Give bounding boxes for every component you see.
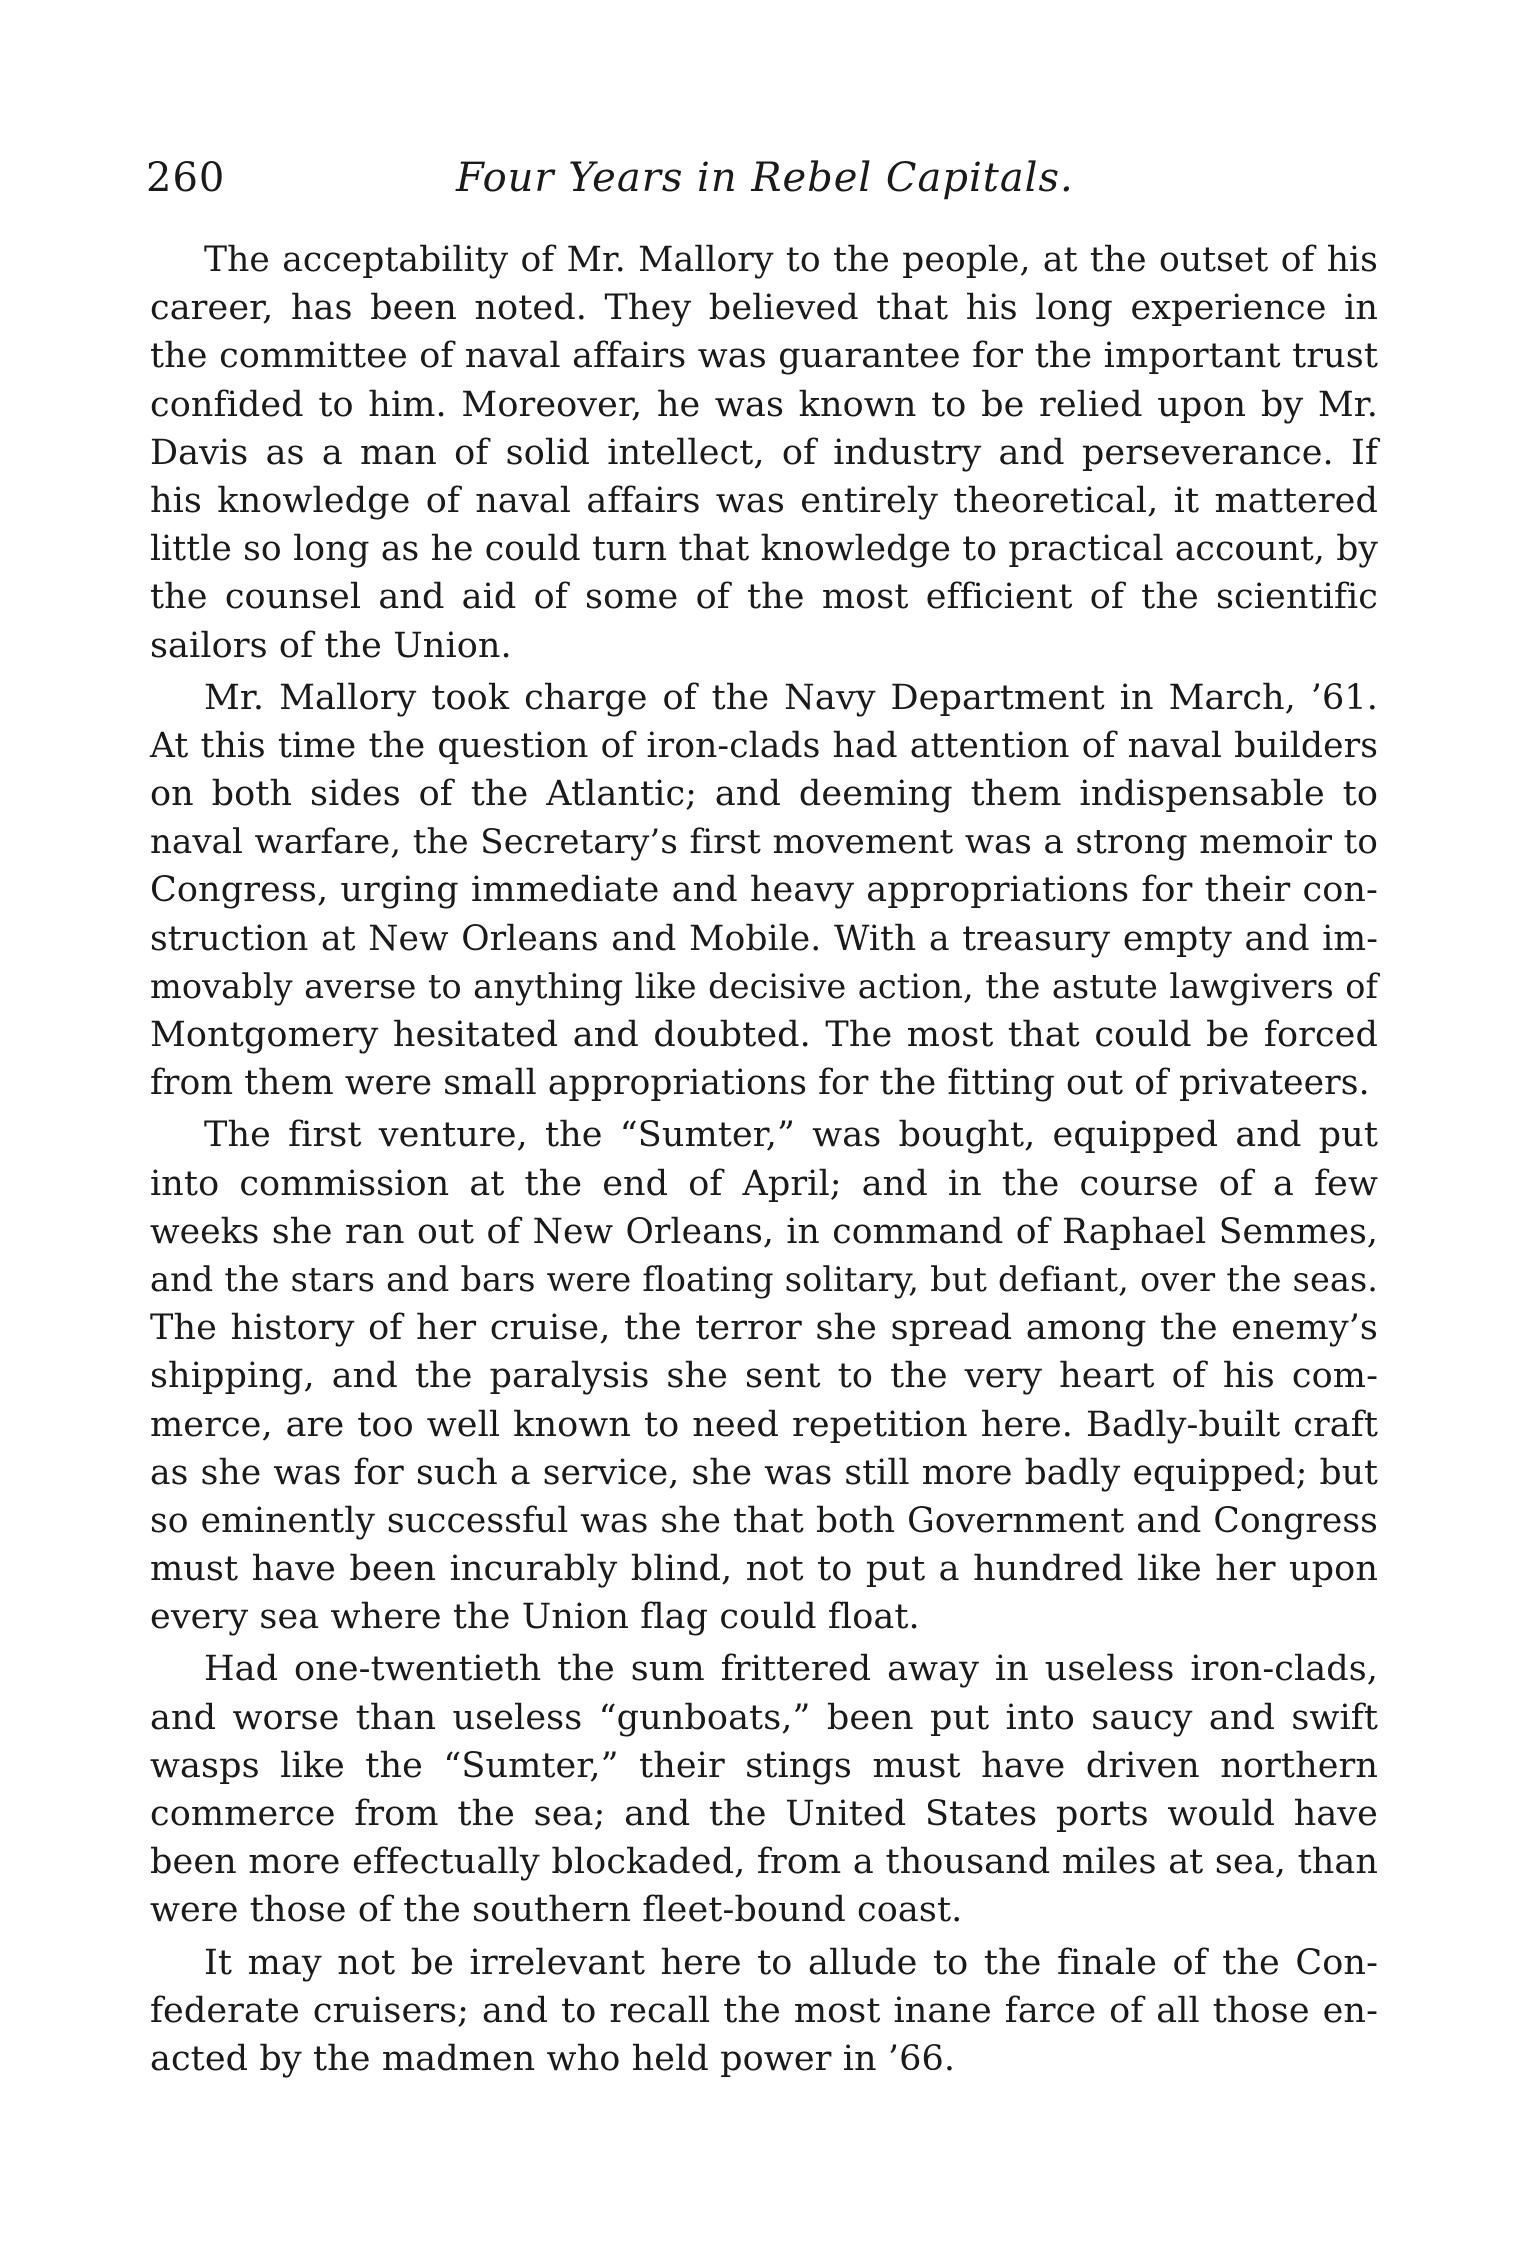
text-line: must have been incurably blind, not to put a hundred like her upon bbox=[150, 1549, 1378, 1590]
text-line: career, has been noted. They believed that his long experience in bbox=[150, 288, 1378, 329]
text-line: from them were small appropriations for the fitting out of privateers. bbox=[150, 1063, 1370, 1104]
text-line: and worse than useless “gunboats,” been put into saucy and swift bbox=[150, 1697, 1378, 1738]
paragraph bbox=[150, 236, 1378, 670]
text-line: the committee of naval affairs was guarantee for the important trust bbox=[150, 336, 1378, 377]
text-line: Davis as a man of solid intellect, of industry and perseverance. If bbox=[150, 432, 1378, 473]
text-line: federate cruisers; and to recall the most inane farce of all those en- bbox=[150, 1990, 1378, 2031]
text-line: movably averse to anything like decisive action, the astute lawgivers of bbox=[150, 966, 1378, 1006]
page-number: 260 bbox=[146, 155, 226, 201]
text-line: wasps like the “Sumter,” their stings must have driven northern bbox=[150, 1745, 1378, 1786]
text-line: been more effectually blockaded, from a thousand miles at sea, than bbox=[150, 1842, 1378, 1883]
text-line: The acceptability of Mr. Mallory to the people, at the outset of his bbox=[204, 240, 1378, 280]
text-line: his knowledge of naval affairs was entirely theoretical, it mattered bbox=[150, 480, 1378, 521]
text-line: weeks she ran out of New Orleans, in command of Raphael Semmes, bbox=[150, 1211, 1378, 1252]
text-line: sailors of the Union. bbox=[150, 625, 512, 666]
text-line: acted by the madmen who held power in ’66. bbox=[150, 2038, 956, 2079]
paragraph bbox=[150, 1939, 1378, 2084]
running-head bbox=[146, 148, 1378, 208]
text-line: into commission at the end of April; and in the course of a few bbox=[150, 1163, 1378, 1204]
text-line: struction at New Orleans and Mobile. With a treasury empty and im- bbox=[150, 918, 1378, 959]
text-line: naval warfare, the Secretary’s first movement was a strong memoir to bbox=[150, 822, 1378, 863]
text-line: The first venture, the “Sumter,” was bought, equipped and put bbox=[204, 1115, 1378, 1156]
text-line: so eminently successful was she that both Government and Congress bbox=[150, 1500, 1378, 1541]
text-line: merce, are too well known to need repetition here. Badly-built craft bbox=[150, 1404, 1378, 1445]
text-line: shipping, and the paralysis she sent to the very heart of his com- bbox=[150, 1356, 1378, 1397]
text-line: At this time the question of iron-clads had attention of naval builders bbox=[150, 725, 1378, 766]
text-line: confided to him. Moreover, he was known to be relied upon by Mr. bbox=[150, 384, 1378, 425]
running-title: Four Years in Rebel Capitals. bbox=[456, 155, 1074, 201]
text-line: on both sides of the Atlantic; and deeming them indispensable to bbox=[150, 774, 1378, 815]
text-line: and the stars and bars were floating solitary, but defiant, over the seas. bbox=[150, 1259, 1378, 1299]
text-line: as she was for such a service, she was still more badly equipped; but bbox=[150, 1452, 1378, 1493]
paragraph bbox=[150, 1645, 1378, 1934]
text-line: Congress, urging immediate and heavy appropriations for their con- bbox=[150, 870, 1378, 911]
text-line: The history of her cruise, the terror she spread among the enemy’s bbox=[150, 1308, 1378, 1349]
text-line: Mr. Mallory took charge of the Navy Department in March, ’61. bbox=[204, 677, 1378, 718]
text-line: every sea where the Union flag could float. bbox=[150, 1597, 920, 1638]
text-line: commerce from the sea; and the United States ports would have bbox=[150, 1794, 1378, 1834]
paragraph bbox=[150, 1111, 1378, 1641]
paragraph bbox=[150, 674, 1378, 1108]
text-line: Montgomery hesitated and doubted. The most that could be forced bbox=[150, 1015, 1378, 1055]
text-line: the counsel and aid of some of the most efficient of the scientific bbox=[150, 577, 1378, 618]
text-line: were those of the southern fleet-bound coast. bbox=[150, 1890, 963, 1931]
text-line: It may not be irrelevant here to allude to the finale of the Con- bbox=[204, 1942, 1378, 1983]
text-line: Had one-twentieth the sum frittered away in useless iron-clads, bbox=[204, 1649, 1378, 1690]
text-line: little so long as he could turn that knowledge to practical account, by bbox=[150, 529, 1378, 570]
body-text bbox=[150, 236, 1378, 2083]
